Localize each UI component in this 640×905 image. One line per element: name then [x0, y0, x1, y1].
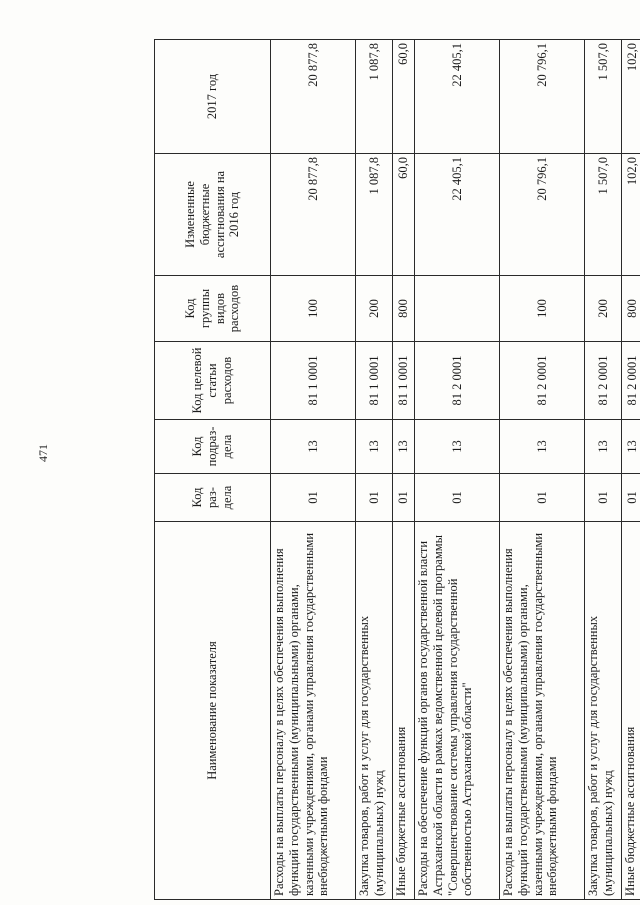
row-target-code: 81 2 0001	[415, 342, 500, 420]
table-row	[585, 40, 622, 900]
table-row	[356, 40, 393, 900]
row-section-code: 01	[622, 474, 640, 522]
header-row	[155, 40, 271, 900]
header-target-article-code: Код целевой статьи расходов	[155, 342, 271, 420]
row-section-code: 01	[393, 474, 415, 522]
row-group-code: 100	[271, 276, 356, 342]
row-subsection-code: 13	[622, 420, 640, 474]
header-amount-2017: 2017 год	[155, 40, 271, 154]
row-section-code: 01	[356, 474, 393, 522]
row-amount-2017: 60,0	[393, 40, 415, 154]
row-section-code: 01	[271, 474, 356, 522]
row-section-code: 01	[415, 474, 500, 522]
row-amount-2017: 22 405,1	[415, 40, 500, 154]
page-number: 471	[36, 444, 50, 462]
row-subsection-code: 13	[356, 420, 393, 474]
row-subsection-code: 13	[585, 420, 622, 474]
row-group-code: 200	[356, 276, 393, 342]
row-amount-2016: 22 405,1	[415, 154, 500, 276]
row-section-code: 01	[500, 474, 585, 522]
table-row	[500, 40, 585, 900]
header-indicator-name: Наименование показателя	[155, 522, 271, 900]
row-amount-2017: 20 877,8	[271, 40, 356, 154]
row-target-code: 81 2 0001	[585, 342, 622, 420]
row-subsection-code: 13	[271, 420, 356, 474]
row-target-code: 81 1 0001	[356, 342, 393, 420]
row-group-code	[415, 276, 500, 342]
row-target-code: 81 1 0001	[393, 342, 415, 420]
row-subsection-code: 13	[415, 420, 500, 474]
table-row	[415, 40, 500, 900]
row-subsection-code: 13	[393, 420, 415, 474]
header-subsection-code: Код подраз-дела	[155, 420, 271, 474]
row-group-code: 100	[500, 276, 585, 342]
row-amount-2017: 102,0	[622, 40, 640, 154]
row-target-code: 81 1 0001	[271, 342, 356, 420]
row-target-code: 81 2 0001	[622, 342, 640, 420]
row-amount-2016: 1 087,8	[356, 154, 393, 276]
row-amount-2017: 1 087,8	[356, 40, 393, 154]
row-group-code: 800	[393, 276, 415, 342]
row-indicator-name: Расходы на выплаты персоналу в целях обеспечения выполнения функций государственными (муниципальными) органами, казенными учреждениями, органами управления государственными внебюджетными фондами	[500, 522, 585, 900]
row-indicator-name: Закупка товаров, работ и услуг для государственных (муниципальных) нужд	[356, 522, 393, 900]
row-subsection-code: 13	[500, 420, 585, 474]
row-indicator-name: Закупка товаров, работ и услуг для государственных (муниципальных) нужд	[585, 522, 622, 900]
row-amount-2017: 1 507,0	[585, 40, 622, 154]
row-target-code: 81 2 0001	[500, 342, 585, 420]
table-row	[622, 40, 640, 900]
row-indicator-name: Расходы на выплаты персоналу в целях обеспечения выполнения функций государственными (муниципальными) органами, казенными учреждениями, органами управления государственными внебюджетными фондами	[271, 522, 356, 900]
header-section-code: Код раз-дела	[155, 474, 271, 522]
row-amount-2016: 102,0	[622, 154, 640, 276]
row-amount-2017: 20 796,1	[500, 40, 585, 154]
row-group-code: 800	[622, 276, 640, 342]
row-amount-2016: 1 507,0	[585, 154, 622, 276]
row-indicator-name: Иные бюджетные ассигнования	[393, 522, 415, 900]
budget-table	[154, 39, 640, 900]
row-indicator-name: Расходы на обеспечение функций органов государственной власти Астраханской области в рамках ведомственной целевой программы "Совершенствование системы управления государственной собственностью Астраханской области"	[415, 522, 500, 900]
table-row	[393, 40, 415, 900]
row-indicator-name: Иные бюджетные ассигнования	[622, 522, 640, 900]
row-group-code: 200	[585, 276, 622, 342]
row-section-code: 01	[585, 474, 622, 522]
table-row	[271, 40, 356, 900]
row-amount-2016: 20 877,8	[271, 154, 356, 276]
header-amount-2016: Измененные бюджетные ассигнования на 2016 год	[155, 154, 271, 276]
rotated-budget-table-container	[154, 40, 640, 900]
header-expense-group-code: Код группы видов расходов	[155, 276, 271, 342]
row-amount-2016: 20 796,1	[500, 154, 585, 276]
row-amount-2016: 60,0	[393, 154, 415, 276]
